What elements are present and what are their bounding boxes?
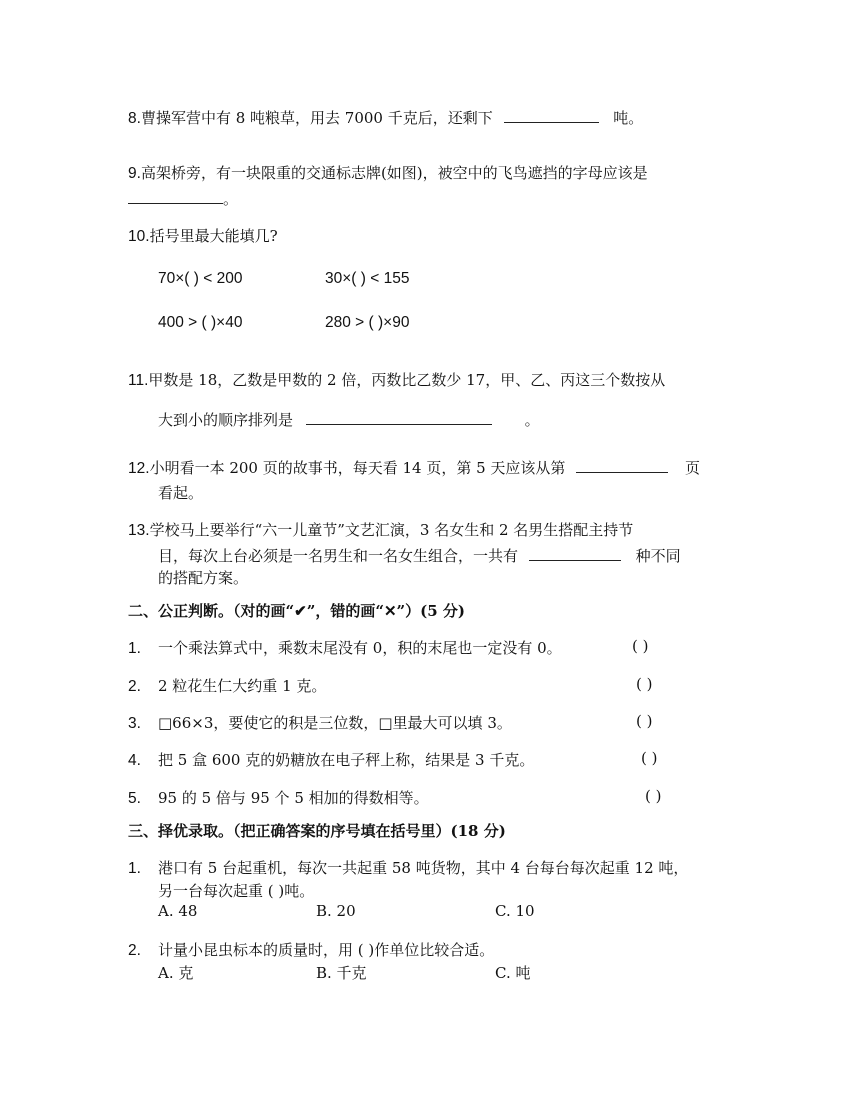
question-number: 13. — [128, 522, 150, 539]
judge-item-1 — [128, 637, 562, 658]
question-number: 9. — [128, 165, 141, 182]
item-number: 2. — [128, 942, 141, 959]
question-13-line2 — [158, 545, 681, 566]
option-c[interactable]: C. 10 — [495, 902, 535, 920]
item-text: 一个乘法算式中，乘数末尾没有 0，积的末尾也一定没有 0。 — [158, 639, 562, 657]
question-11 — [128, 369, 665, 390]
question-12 — [128, 457, 700, 478]
answer-paren[interactable]: ( ) — [636, 675, 653, 693]
expression-1: 70×( ) < 200 — [158, 270, 243, 287]
option-b[interactable]: B. 20 — [316, 902, 356, 920]
item-number: 1. — [128, 860, 141, 877]
question-number: 12. — [128, 460, 150, 477]
judge-item-4 — [128, 749, 534, 770]
question-9 — [128, 162, 648, 183]
question-text-tail: 。 — [524, 411, 540, 429]
item-number: 2. — [128, 678, 141, 695]
question-text: 括号里最大能填几? — [149, 227, 278, 245]
question-13 — [128, 519, 633, 540]
question-text-tail: 种不同 — [635, 547, 681, 565]
question-text: 大到小的顺序排列是 — [158, 411, 294, 429]
section-2-title: 二、公正判断。（对的画“✔”，错的画“✕”）(5 分) — [128, 602, 466, 620]
judge-item-3 — [128, 712, 512, 733]
item-text: 95 的 5 倍与 95 个 5 相加的得数相等。 — [158, 789, 429, 807]
answer-blank[interactable] — [576, 458, 668, 473]
item-number: 4. — [128, 752, 141, 769]
choice-item-2 — [128, 939, 494, 960]
item-text: 把 5 盒 600 克的奶糖放在电子秤上称，结果是 3 千克。 — [158, 751, 535, 769]
answer-paren[interactable]: ( ) — [645, 787, 662, 805]
item-text: □66×3，要使它的积是三位数，□里最大可以填 3。 — [158, 714, 512, 732]
question-text: 高架桥旁，有一块限重的交通标志牌(如图)，被空中的飞鸟遮挡的字母应该是 — [140, 164, 648, 182]
option-a[interactable]: A. 克 — [158, 964, 194, 982]
question-text: 小明看一本 200 页的故事书，每天看 14 页，第 5 天应该从第 — [149, 459, 566, 477]
expression-4: 280 > ( )×90 — [325, 314, 410, 331]
question-10 — [128, 225, 278, 246]
item-number: 1. — [128, 640, 141, 657]
answer-blank[interactable] — [504, 108, 599, 123]
question-13-line3: 的搭配方案。 — [158, 569, 249, 587]
question-text-tail: 页 — [685, 459, 701, 477]
choice-item-1-line2: 另一台每次起重 ( )吨。 — [158, 882, 315, 900]
option-c[interactable]: C. 吨 — [495, 964, 531, 982]
judge-item-5 — [128, 787, 429, 808]
question-text-tail: 。 — [223, 190, 239, 208]
option-a[interactable]: A. 48 — [158, 902, 198, 920]
answer-blank[interactable] — [128, 189, 223, 204]
judge-item-2 — [128, 675, 326, 696]
answer-paren[interactable]: ( ) — [632, 637, 649, 655]
answer-paren[interactable]: ( ) — [641, 749, 658, 767]
item-text: 2 粒花生仁大约重 1 克。 — [158, 677, 327, 695]
answer-blank[interactable] — [529, 546, 621, 561]
answer-paren[interactable]: ( ) — [636, 712, 653, 730]
question-8 — [128, 107, 643, 128]
answer-blank[interactable] — [306, 410, 492, 425]
question-text: 曹操军营中有 8 吨粮草，用去 7000 千克后，还剩下 — [140, 109, 493, 127]
question-number: 8. — [128, 110, 141, 127]
question-text: 目，每次上台必须是一名男生和一名女生组合，一共有 — [158, 547, 519, 565]
question-number: 10. — [128, 228, 150, 245]
question-text: 甲数是 18，乙数是甲数的 2 倍，丙数比乙数少 17，甲、乙、丙这三个数按从 — [148, 371, 666, 389]
item-number: 5. — [128, 790, 141, 807]
item-text: 港口有 5 台起重机，每次一共起重 58 吨货物，其中 4 台每台每次起重 12 吨， — [158, 859, 689, 877]
item-text: 计量小昆虫标本的质量时，用 ( )作单位比较合适。 — [158, 941, 495, 959]
item-number: 3. — [128, 715, 141, 732]
question-12-line2: 看起。 — [158, 484, 204, 502]
question-11-line2 — [158, 409, 540, 430]
expression-2: 30×( ) < 155 — [325, 270, 410, 287]
choice-item-1 — [128, 857, 688, 878]
question-9-line2 — [128, 188, 238, 209]
expression-3: 400 > ( )×40 — [158, 314, 243, 331]
question-text-tail: 吨。 — [613, 109, 644, 127]
question-number: 11. — [128, 372, 149, 389]
question-text: 学校马上要举行“六一儿童节”文艺汇演，3 名女生和 2 名男生搭配主持节 — [149, 521, 634, 539]
section-3-title: 三、择优录取。（把正确答案的序号填在括号里）(18 分) — [128, 822, 506, 840]
option-b[interactable]: B. 千克 — [316, 964, 367, 982]
